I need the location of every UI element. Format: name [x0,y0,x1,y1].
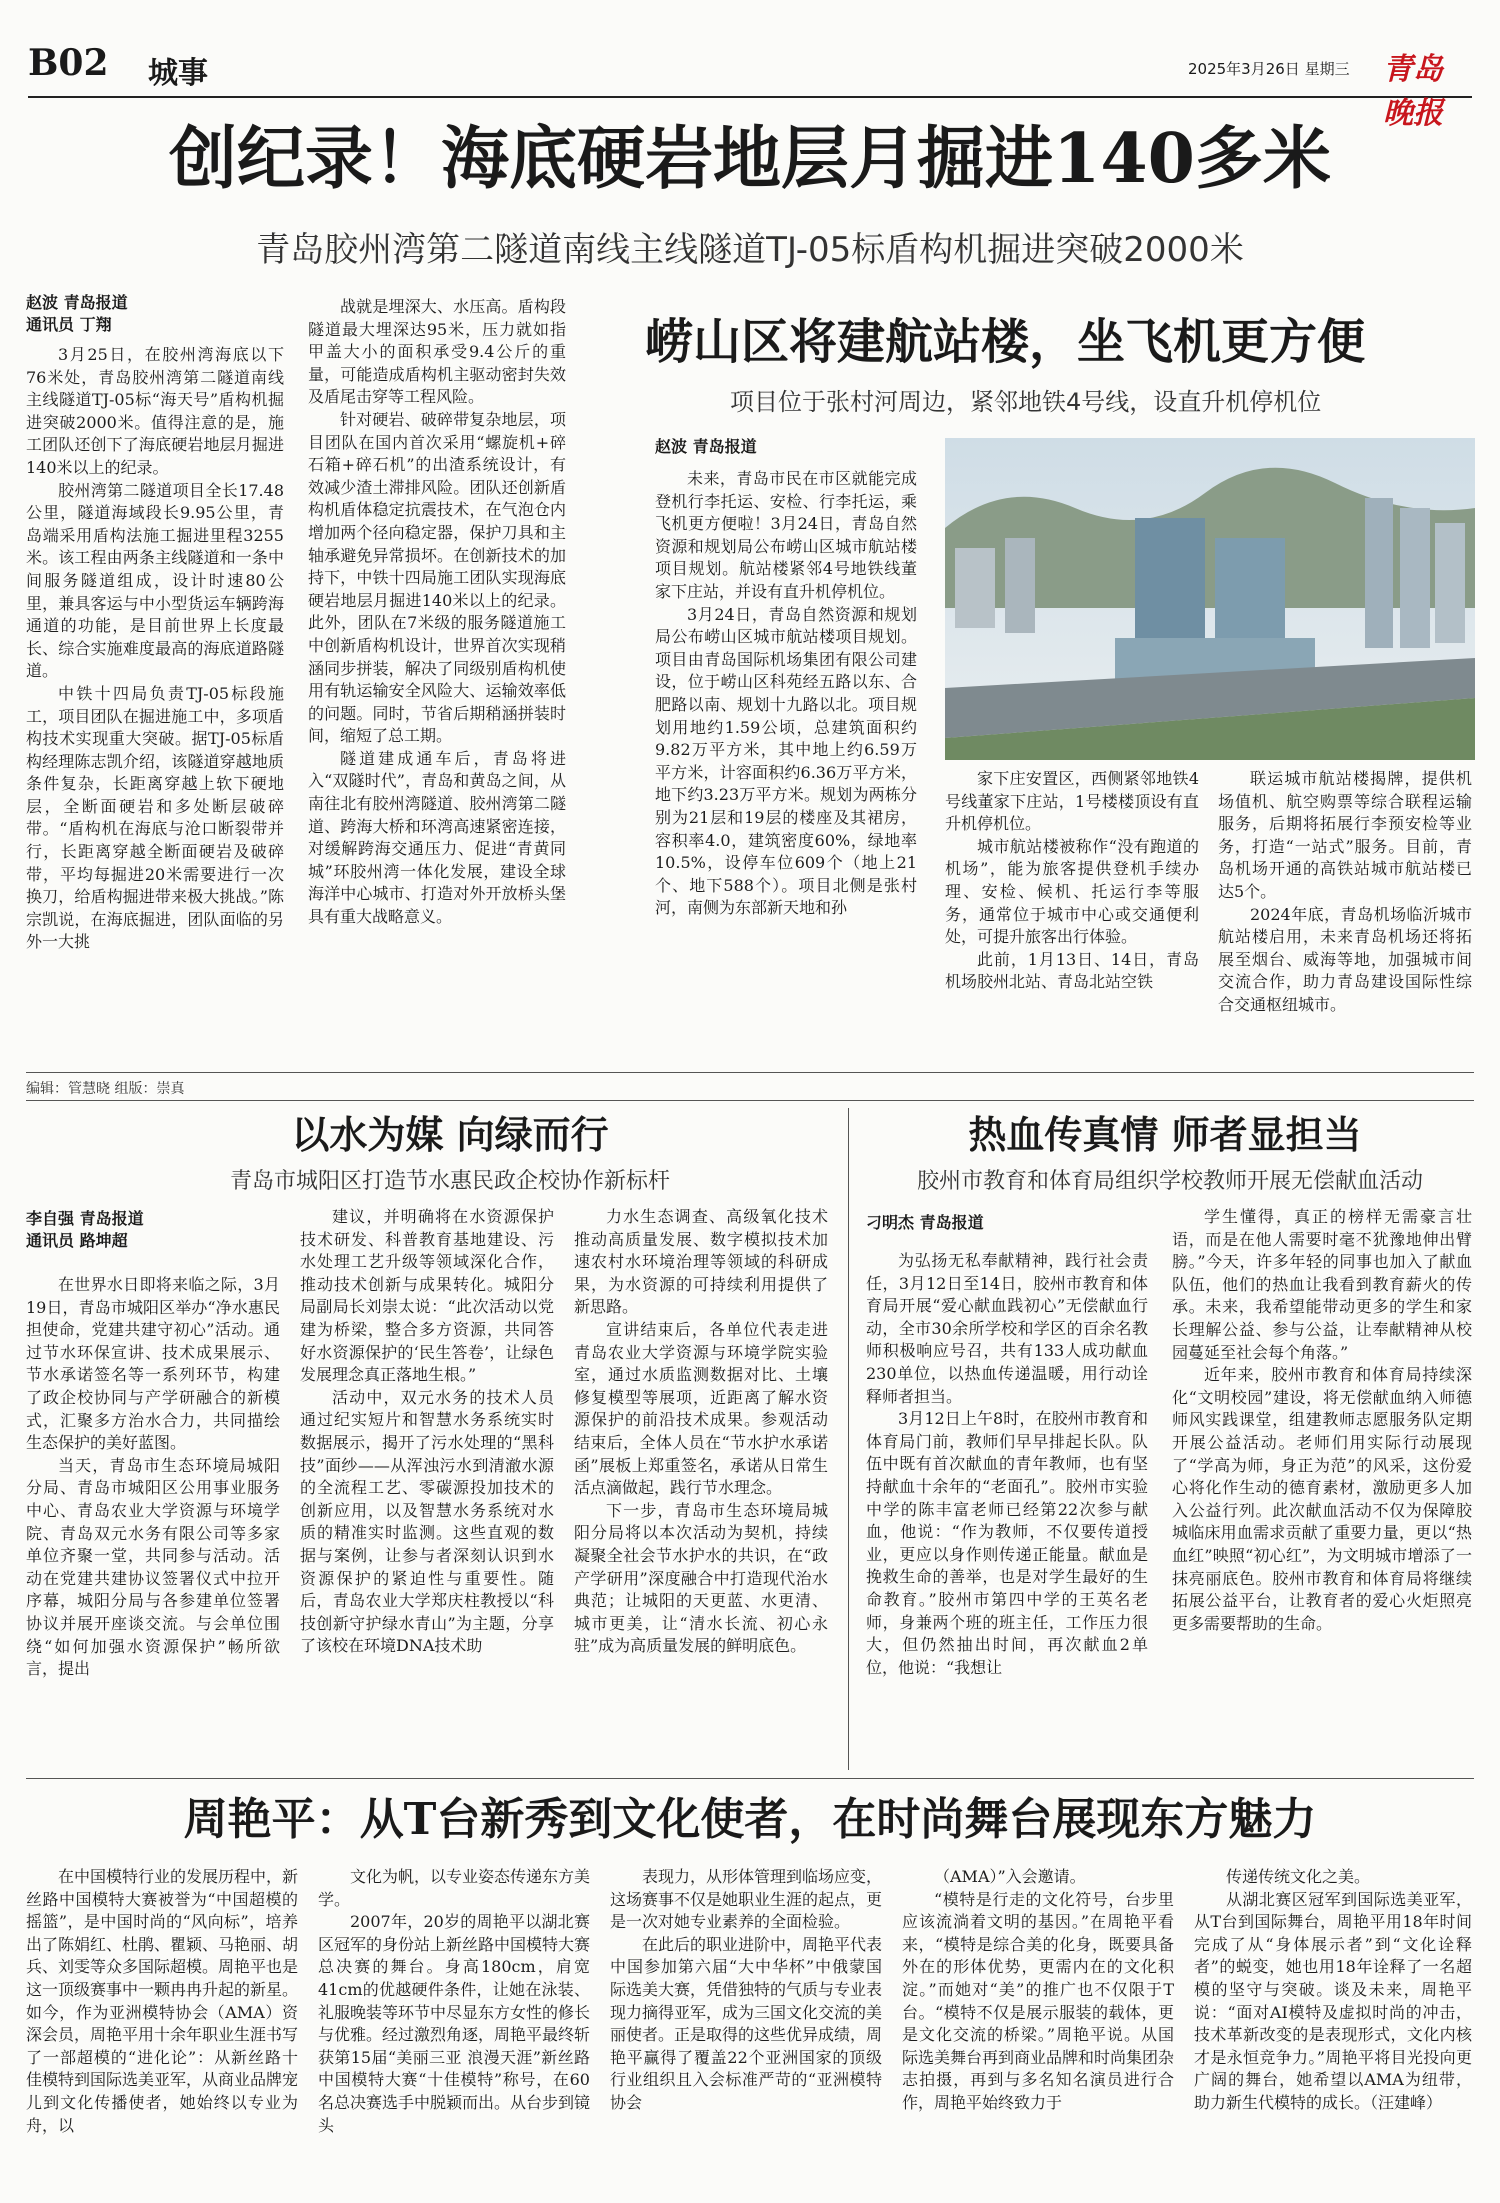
article-3-subtitle: 青岛市城阳区打造节水惠民政企校协作新标杆 [229,1169,670,1194]
paragraph: 在此后的职业进阶中，周艳平代表中国参加第六届“大中华杯”中俄蒙国际选美大赛，凭借独特的气质与专业表现力摘得亚军，成为三国文化交流的美丽使者。正是取得的这些优异成绩，周艳平赢得了覆盖22个亚洲国家的顶级行业组织且入会标准严苛的“亚洲模特协会 [610,1934,882,2112]
paragraph: 家下庄安置区，西侧紧邻地铁4号线董家下庄站，1号楼楼顶设有直升机停机位。 [945,769,1199,834]
correspondent: 通讯员 路坤超 [26,1231,128,1250]
article-1-title: 创纪录！海底硬岩地层月掘进140多米 [169,119,1331,199]
paragraph: 下一步，青岛市生态环境局城阳分局将以本次活动为契机，持续凝聚全社会节水护水的共识，在“政产学研用”深度融合中打造现代治水典范；让城阳的天更蓝、水更清、城市更美，让“清水长流、初心永驻”成为高质量发展的鲜明底色。 [574,1500,828,1656]
paragraph: 2007年，20岁的周艳平以湖北赛区冠军的身份站上新丝路中国模特大赛总决赛的舞台。身高180cm，肩宽41cm的优越硬件条件，让她在泳装、礼服晚装等环节中尽显东方女性的修长与优雅。经过激烈角逐，周艳平最终斩获第15届“美丽三亚 浪漫天涯”新丝路中国模特大赛“十佳模特”称号，在60名总决赛选手中脱颖而出。从台步到镜头 [318,1912,590,2135]
article-1-byline [26,292,128,336]
paragraph: 表现力，从形体管理到临场应变，这场赛事不仅是她职业生涯的起点，更是一次对她专业素养的全面检验。 [610,1867,882,1932]
article-2-title: 崂山区将建航站楼，坐飞机更方便 [645,314,1366,370]
paragraph: 3月25日，在胶州湾海底以下76米处，青岛胶州湾第二隧道南线主线隧道TJ-05标“海天号”盾构机掘进突破2000米。值得注意的是，施工团队还创下了海底硬岩地层月掘进140米以上的纪录。 [26,345,284,477]
article-2-byline: 赵波 青岛报道 [655,437,757,456]
reporter: 李自强 青岛报道 [26,1209,144,1228]
divider [26,1072,1474,1073]
article-2-column-3 [1218,768,1472,1064]
article-3-column-2 [300,1206,554,1770]
masthead [28,34,1472,131]
editor-credit: 编辑：管慧晓 组版：崇真 [26,1081,185,1097]
paragraph: 文化为帆，以专业姿态传递东方美学。 [318,1867,590,1909]
article-3-column-1 [26,1274,280,1770]
divider [26,1100,1474,1101]
paragraph: 3月12日上午8时，在胶州市教育和体育局门前，教师们早早排起长队。队伍中既有首次献血的青年教师，也有坚持献血十余年的“老面孔”。胶州市实验中学的陈丰富老师已经第22次参与献血，他说：“作为教师，不仅要传道授业，更应以身作则传递正能量。献血是挽救生命的善举，也是对学生最好的生命教育。”胶州市第四中学的王英名老师，身兼两个班的班主任，工作压力很大，但仍然抽出时间，再次献血2单位，他说：“我想让 [866,1409,1148,1677]
article-4-column-1 [866,1250,1148,1770]
reporter: 赵波 青岛报道 [26,293,128,312]
paragraph: 胶州湾第二隧道项目全长17.48公里，隧道海域段长9.95公里，青岛端采用盾构法施工掘进里程3255米。该工程由两条主线隧道和一条中间服务隧道组成，设计时速80公里，兼具客运与中小型货运车辆跨海通道的功能，是目前世界上长度最长、综合实施难度最高的海底道路隧道。 [26,480,284,681]
paragraph: “模特是行走的文化符号，台步里应该流淌着文明的基因。”在周艳平看来，“模特是综合美的化身，既要具备外在的形体优势，更需内在的文化积淀。”而她对“美”的推广也不仅限于T台。“模特不仅是展示服装的载体，更是文化交流的桥梁。”周艳平说。从国际选美舞台再到商业品牌和时尚集团杂志拍摄，再到与多名知名演员进行合作，周艳平始终致力于 [902,1889,1174,2112]
paragraph: 隧道建成通车后，青岛将进入“双隧时代”，青岛和黄岛之间，从南往北有胶州湾隧道、胶州湾第二隧道、跨海大桥和环湾高速紧密连接，对缓解跨海交通压力、促进“青黄同城”环胶州湾一体化发展，建设全球海洋中心城市、打造对外开放桥头堡具有重大战略意义。 [308,748,566,927]
paragraph: 力水生态调查、高级氧化技术推动高质量发展、数字模拟技术加速农村水环境治理等领域的科研成果，为水资源的可持续利用提供了新思路。 [574,1207,828,1317]
paragraph: 近年来，胶州市教育和体育局持续深化“文明校园”建设，将无偿献血纳入师德师风实践课堂，组建教师志愿服务队定期开展公益活动。老师们用实际行动展现了“学高为师，身正为范”的风采，这份爱心将化作生动的德育素材，激励更多人加入公益行列。此次献血活动不仅为保障胶城临床用血需求贡献了重要力量，更以“热血红”映照“初心红”，为文明城市增添了一抹亮丽底色。胶州市教育和体育局将继续拓展公益平台，让教育者的爱心火炬照亮更多需要帮助的生命。 [1172,1365,1472,1633]
article-3-title: 以水为媒 向绿而行 [291,1112,609,1157]
article-1-column-1 [26,344,284,1064]
article-5-title: 周艳平：从T台新秀到文化使者，在时尚舞台展现东方魅力 [183,1794,1317,1845]
article-1-column-2 [308,296,566,1064]
paragraph: 活动中，双元水务的技术人员通过纪实短片和智慧水务系统实时数据展示，揭开了污水处理的“黑科技”面纱——从浑浊污水到清澈水源的全流程工艺、零碳源投加技术的创新应用，以及智慧水务系统对水质的精准实时监测。这些直观的数据与案例，让参与者深刻认识到水资源保护的紧迫性与重要性。随后，青岛农业大学郑庆柱教授以“科技创新守护绿水青山”为主题，分享了该校在环境DNA技术助 [300,1387,554,1656]
correspondent: 通讯员 丁翔 [26,315,112,334]
issue-date: 2025年3月26日 星期三 [1188,60,1350,78]
article-3-column-3 [574,1206,828,1770]
article-2-subtitle: 项目位于张村河周边，紧邻地铁4号线，设直升机停机位 [730,388,1322,416]
article-4-title: 热血传真情 师者显担当 [968,1112,1362,1157]
paragraph: 宣讲结束后，各单位代表走进青岛农业大学资源与环境学院实验室，通过水质监测数据对比、土壤修复模型等展项，近距离了解水资源保护的前沿技术成果。参观活动结束后，全体人员在“节水护水承诺函”展板上郑重签名，承诺从日常生活点滴做起，践行节水理念。 [574,1319,828,1498]
paragraph: 战就是埋深大、水压高。盾构段隧道最大埋深达95米，压力就如指甲盖大小的面积承受9.4公斤的重量，可能造成盾构机主驱动密封失效及盾尾击穿等工程风险。 [308,297,566,407]
paragraph: 3月24日，青岛自然资源和规划局公布崂山区城市航站楼项目规划。项目由青岛国际机场集团有限公司建设，位于崂山区科苑经五路以东、合肥路以南、规划十九路以北。项目规划用地约1.59公顷，总建筑面积约9.82万平方米，其中地上约6.59万平方米，计容面积约6.36万平方米，地下约3.23万平方米。规划为两栋分别为21层和19层的楼座及其裙房，容积率4.0，建筑密度60%，绿地率10.5%，设停车位609个（地上21个、地下588个）。项目北侧是张村河，南侧为东部新天地和孙 [655,604,917,918]
page-number: B02 [28,42,109,84]
paragraph: 学生懂得，真正的榜样无需豪言壮语，而是在他人需要时毫不犹豫地伸出臂膀。”今天，许多年轻的同事也加入了献血队伍，他们的热血让我看到教育薪火的传承。未来，我希望能带动更多的学生和家长理解公益、参与公益，让奉献精神从校园蔓延至社会每个角落。” [1172,1207,1472,1362]
article-1-subtitle: 青岛胶州湾第二隧道南线主线隧道TJ-05标盾构机掘进突破2000米 [256,230,1244,270]
city-skyline-illustration [945,438,1475,760]
paragraph: 未来，青岛市民在市区就能完成登机行李托运、安检、行李托运，乘飞机更方便啦！3月24日，青岛自然资源和规划局公布崂山区城市航站楼项目规划。航站楼紧邻4号地铁线董家下庄站，并设有直升机停机位。 [655,469,917,601]
article-4-subtitle: 胶州市教育和体育局组织学校教师开展无偿献血活动 [916,1169,1423,1194]
article-5-column-5 [1194,1866,1472,2196]
article-5-column-4 [902,1866,1174,2196]
paragraph: 当天，青岛市生态环境局城阳分局、青岛市城阳区公用事业服务中心、青岛农业大学资源与环境学院、青岛双元水务有限公司等多家单位齐聚一堂，共同参与活动。活动在党建共建协议签署仪式中拉开序幕，城阳分局与各参建单位签署协议并展开座谈交流。与会单位围绕“如何加强水资源保护”畅所欲言，提出 [26,1455,280,1679]
paragraph: 中铁十四局负责TJ-05标段施工，项目团队在掘进施工中，多项盾构技术实现重大突破。据TJ-05标盾构经理陈志凯介绍，该隧道穿越地质条件复杂，长距离穿越上软下硬地层，全断面硬岩和多处断层破碎带。“盾构机在海底与沧口断裂带并行，长距离穿越全断面硬岩及破碎带，平均每掘进20米需要进行一次换刀，给盾构掘进带来极大挑战。”陈宗凯说，在海底掘进，团队面临的另外一大挑 [26,683,284,952]
article-4-byline: 刁明杰 青岛报道 [866,1213,984,1232]
paragraph: 为弘扬无私奉献精神，践行社会责任，3月12日至14日，胶州市教育和体育局开展“爱心献血践初心”无偿献血行动，全市30余所学校和学区的百余名教师积极响应号召，共有133人成功献血230单位，以热血传递温暖，用行动诠释师者担当。 [866,1251,1148,1406]
section-name: 城事 [148,56,208,91]
article-2-column-1 [655,468,917,1064]
article-4-column-2 [1172,1206,1472,1770]
paragraph: 在世界水日即将来临之际，3月19日，青岛市城阳区举办“净水惠民担使命，党建共建守初心”活动。通过节水环保宣讲、技术成果展示、节水承诺签名等一系列环节，构建了政企校协同与产学研融合的新模式，汇聚多方治水合力，共同描绘生态保护的美好蓝图。 [26,1275,280,1453]
paragraph: （AMA）”入会邀请。 [934,1867,1086,1886]
article-2-column-2 [945,768,1199,1064]
terminal-rendering-photo [945,438,1475,760]
article-3-byline [26,1208,144,1252]
article-5-column-2 [318,1866,590,2196]
column-divider [848,1108,849,1770]
paragraph: 联运城市航站楼揭牌，提供机场值机、航空购票等综合联程运输服务，后期将拓展行李预安检等业务，打造“一站式”服务。目前，青岛机场开通的高铁站城市航站楼已达5个。 [1218,769,1472,901]
article-5-column-3 [610,1866,882,2196]
paragraph: 建议，并明确将在水资源保护技术研发、科普教育基地建设、污水处理工艺升级等领域深化合作，推动技术创新与成果转化。城阳分局副局长刘崇太说：“此次活动以党建为桥梁，整合多方资源，共同答好水资源保护的‘民生答卷’，让绿色发展理念真正落地生根。” [300,1207,554,1385]
paragraph: 城市航站楼被称作“没有跑道的机场”，能为旅客提供登机手续办理、安检、候机、托运行李等服务，通常位于城市中心或交通便利处，可提升旅客出行体验。 [945,836,1199,947]
divider [26,1778,1474,1779]
paragraph: 传递传统文化之美。 [1226,1867,1371,1886]
paragraph: 此前，1月13日、14日，青岛机场胶州北站、青岛北站空铁 [945,949,1199,992]
paragraph: 2024年底，青岛机场临沂城市航站楼启用，未来青岛机场还将拓展至烟台、威海等地，加强城市间交流合作，助力青岛建设国际性综合交通枢纽城市。 [1218,904,1472,1014]
paragraph: 在中国模特行业的发展历程中，新丝路中国模特大赛被誉为“中国超模的摇篮”，是中国时尚的“风向标”，培养出了陈娟红、杜鹃、瞿颖、马艳丽、胡兵、刘雯等众多国际超模。周艳平也是这一顶级赛事中一颗冉冉升起的新星。如今，作为亚洲模特协会（AMA）资深会员，周艳平用十余年职业生涯书写了一部超模的“进化论”：从新丝路十佳模特到国际选美亚军，从商业品牌宠儿到文化传播使者，她始终以专业为舟，以 [26,1867,298,2135]
newspaper-logo: 青岛晚报 [1383,52,1443,131]
article-5-column-1 [26,1866,298,2196]
paragraph: 从湖北赛区冠军到国际选美亚军，从T台到国际舞台，周艳平用18年时间完成了从“身体展示者”到“文化诠释者”的蜕变，她也用18年诠释了一名超模的坚守与突破。谈及未来，周艳平说：“面对AI模特及虚拟时尚的冲击，技术革新改变的是表现形式，文化内核才是永恒竞争力。”周艳平将目光投向更广阔的舞台，她希望以AMA为纽带，助力新生代模特的成长。（汪建峰） [1194,1889,1472,2112]
paragraph: 针对硬岩、破碎带复杂地层，项目团队在国内首次采用“螺旋机+碎石箱+碎石机”的出渣系统设计，有效减少渣土滞排风险。团队还创新盾构机盾体稳定抗震技术，在气泡仓内增加两个径向稳定器，保护刀具和主轴承避免异常损坏。在创新技术的加持下，中铁十四局施工团队实现海底硬岩地层月掘进140米以上的纪录。此外，团队在7米级的服务隧道施工中创新盾构机设计，世界首次实现稍涵同步拼装，解决了同级别盾构机使用有轨运输安全风险大、运输效率低的问题。同时，节省后期稍涵拼装时间，缩短了总工期。 [308,409,566,746]
